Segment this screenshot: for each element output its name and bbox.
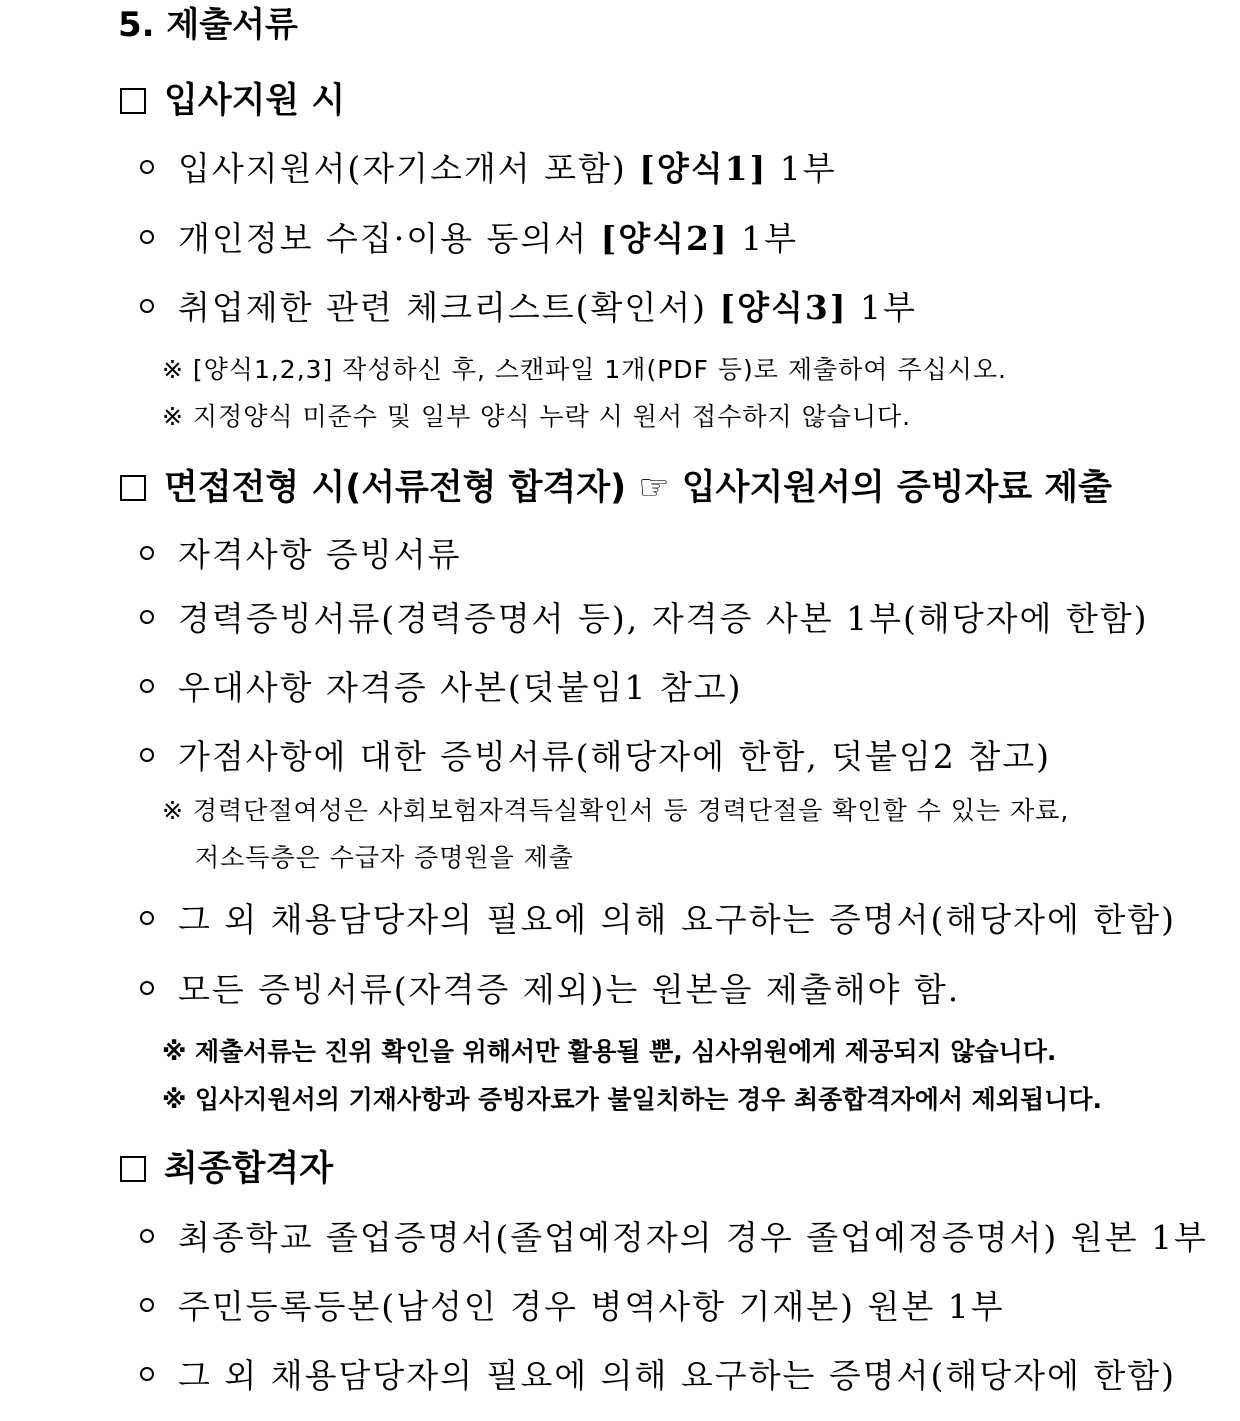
- circle-bullet-icon: [140, 160, 154, 174]
- section-heading-final: 최종합격자: [120, 1152, 333, 1187]
- list-item: 가점사항에 대한 증빙서류(해당자에 한함, 덧붙임2 참고): [140, 740, 1051, 773]
- page-title: 5. 제출서류: [118, 5, 298, 45]
- list-item: 개인정보 수집·이용 동의서 [양식2] 1부: [140, 222, 798, 255]
- list-item: 입사지원서(자기소개서 포함) [양식1] 1부: [140, 152, 837, 185]
- circle-bullet-icon: [140, 610, 154, 624]
- list-item: 최종학교 졸업증명서(졸업예정자의 경우 졸업예정증명서) 원본 1부: [140, 1221, 1208, 1254]
- checkbox-square-icon: [120, 475, 146, 501]
- note-text: ※ 경력단절여성은 사회보험자격득실확인서 등 경력단절을 확인할 수 있는 자료,: [162, 796, 1070, 825]
- circle-bullet-icon: [140, 299, 154, 313]
- list-item: 모든 증빙서류(자격증 제외)는 원본을 제출해야 함.: [140, 973, 960, 1006]
- note-text: ※ [양식1,2,3] 작성하신 후, 스캔파일 1개(PDF 등)로 제출하여 주십시오.: [162, 355, 1007, 384]
- list-item: 취업제한 관련 체크리스트(확인서) [양식3] 1부: [140, 291, 917, 324]
- form-reference: [양식3]: [719, 288, 848, 327]
- circle-bullet-icon: [140, 748, 154, 762]
- list-item: 우대사항 자격증 사본(덧붙임1 참고): [140, 671, 743, 704]
- circle-bullet-icon: [140, 981, 154, 995]
- section-heading-application: 입사지원 시: [120, 84, 345, 119]
- circle-bullet-icon: [140, 230, 154, 244]
- list-item: 경력증빙서류(경력증명서 등), 자격증 사본 1부(해당자에 한함): [140, 602, 1149, 635]
- circle-bullet-icon: [140, 1367, 154, 1381]
- checkbox-square-icon: [120, 1156, 146, 1182]
- circle-bullet-icon: [140, 546, 154, 560]
- checkbox-square-icon: [120, 88, 146, 114]
- list-item: 그 외 채용담당자의 필요에 의해 요구하는 증명서(해당자에 한함): [140, 1359, 1176, 1392]
- note-text: ※ 입사지원서의 기재사항과 증빙자료가 불일치하는 경우 최종합격자에서 제외됩니다.: [162, 1085, 1102, 1114]
- section-heading-interview: 면접전형 시(서류전형 합격자) ☞ 입사지원서의 증빙자료 제출: [120, 471, 1112, 506]
- circle-bullet-icon: [140, 1298, 154, 1312]
- circle-bullet-icon: [140, 1229, 154, 1243]
- form-reference: [양식2]: [600, 219, 729, 258]
- circle-bullet-icon: [140, 679, 154, 693]
- form-reference: [양식1]: [639, 149, 768, 188]
- list-item: 그 외 채용담당자의 필요에 의해 요구하는 증명서(해당자에 한함): [140, 903, 1176, 936]
- note-text-continued: 저소득층은 수급자 증명원을 제출: [195, 843, 574, 872]
- circle-bullet-icon: [140, 911, 154, 925]
- note-text: ※ 제출서류는 진위 확인을 위해서만 활용될 뿐, 심사위원에게 제공되지 않습니다.: [162, 1037, 1057, 1066]
- list-item: 자격사항 증빙서류: [140, 538, 462, 571]
- list-item: 주민등록등본(남성인 경우 병역사항 기재본) 원본 1부: [140, 1290, 1005, 1323]
- note-text: ※ 지정양식 미준수 및 일부 양식 누락 시 원서 접수하지 않습니다.: [162, 402, 912, 431]
